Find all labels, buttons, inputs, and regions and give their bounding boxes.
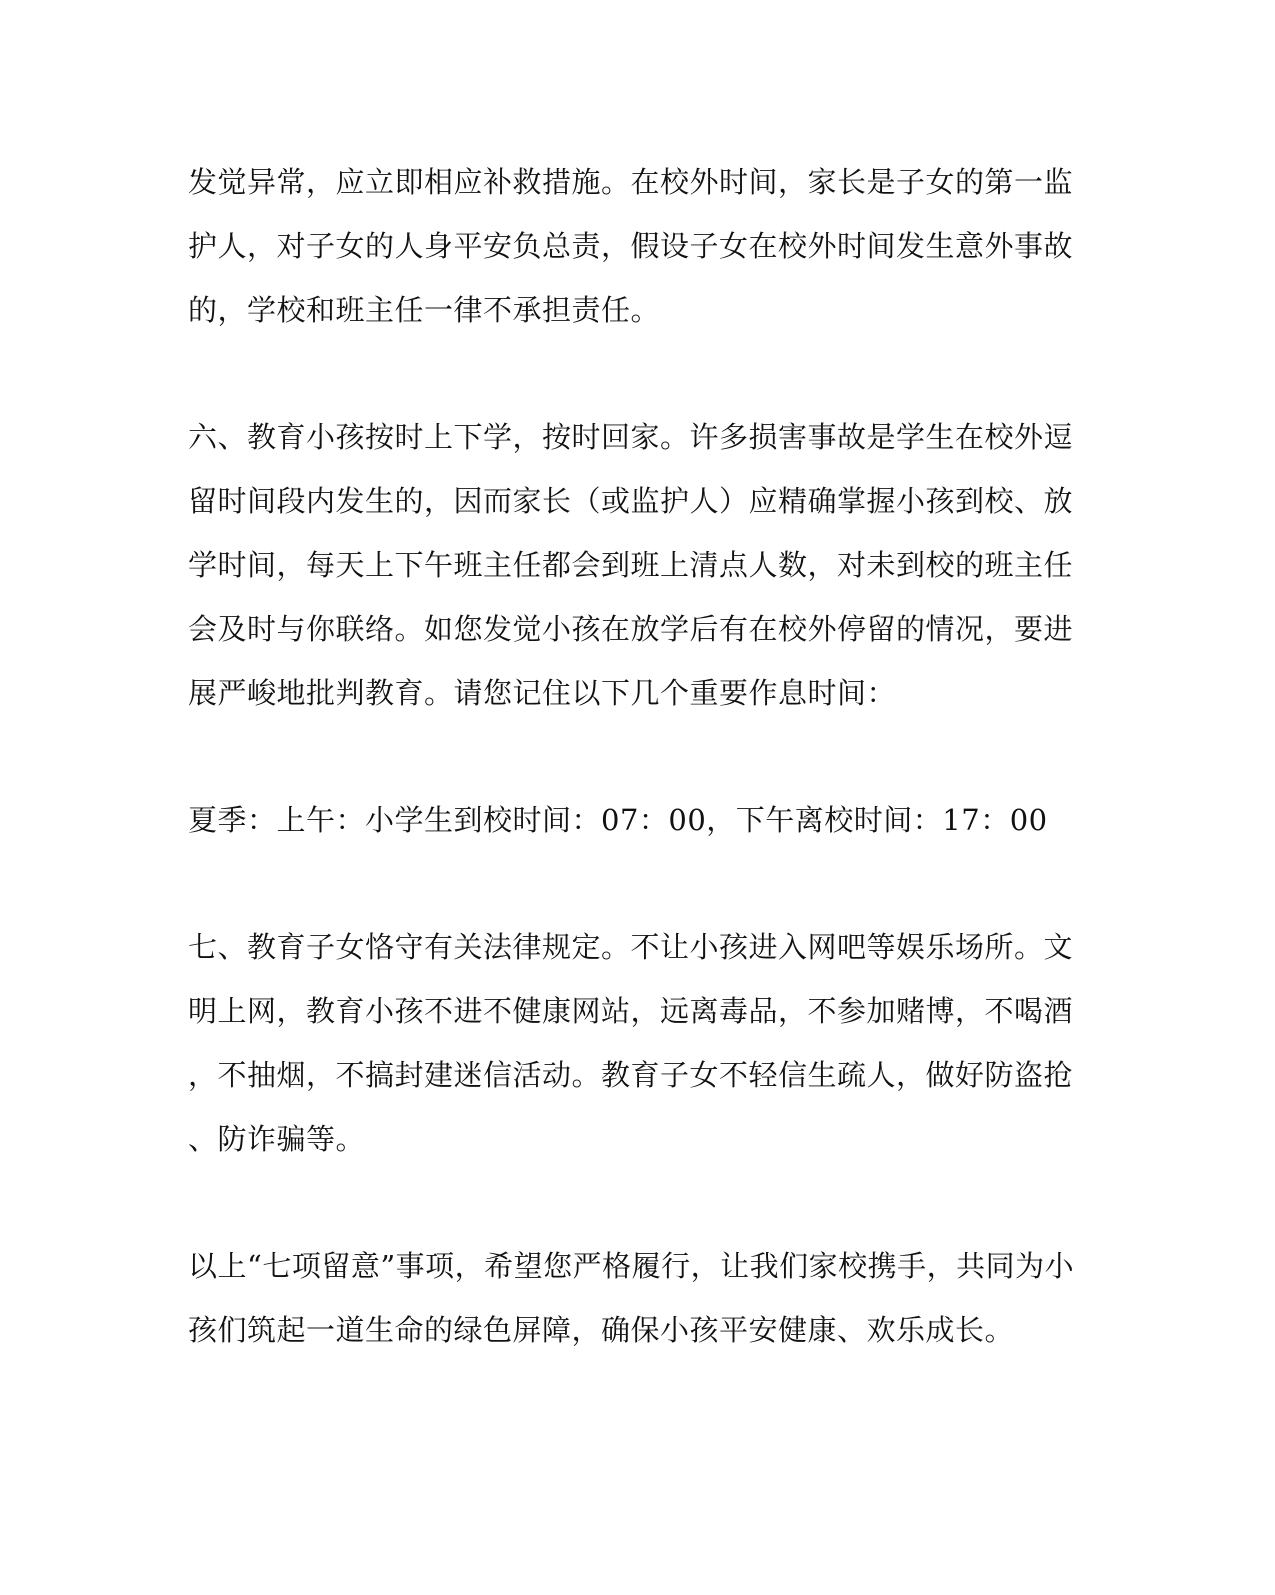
text-line: 孩们筑起一道生命的绿色屏障，确保小孩平安健康、欢乐成长。 [188, 1313, 1015, 1347]
text-line: 明上网，教育小孩不进不健康网站，远离毒品，不参加赌博，不喝酒 [188, 994, 1074, 1028]
text-line: 学时间，每天上下午班主任都会到班上清点人数，对未到校的班主任 [188, 548, 1074, 582]
text-line: 发觉异常，应立即相应补救措施。在校外时间，家长是子女的第一监 [188, 165, 1074, 199]
paragraph-closing [188, 1234, 1075, 1362]
text-line: 会及时与你联络。如您发觉小孩在放学后有在校外停留的情况，要进 [188, 612, 1074, 646]
paragraph-item-seven [188, 915, 1074, 1171]
text-line: 护人，对子女的人身平安负总责，假设子女在校外时间发生意外事故 [188, 229, 1074, 263]
paragraph-spacer [188, 342, 1058, 405]
text-line: 展严峻地批判教育。请您记住以下几个重要作息时间： [188, 676, 897, 710]
paragraph-summer-schedule [188, 788, 1058, 852]
paragraph-spacer [188, 852, 1058, 915]
text-line: 六、教育小孩按时上下学，按时回家。许多损害事故是学生在校外逗 [188, 420, 1074, 454]
paragraph-parent-responsibility [188, 150, 1074, 342]
text-line: 以上“七项留意”事项，希望您严格履行，让我们家校携手，共同为小 [188, 1249, 1075, 1283]
text-line: 、防诈骗等。 [188, 1122, 366, 1156]
document-body [188, 150, 1075, 1362]
text-line: 留时间段内发生的，因而家长（或监护人）应精确掌握小孩到校、放 [188, 484, 1074, 518]
paragraph-spacer [188, 1171, 1058, 1234]
text-line: ，不抽烟，不搞封建迷信活动。教育子女不轻信生疏人，做好防盗抢 [188, 1058, 1074, 1092]
text-line: 夏季：上午：小学生到校时间：07：00，下午离校时间：17：00 [188, 803, 1048, 837]
text-line: 的，学校和班主任一律不承担责任。 [188, 293, 661, 327]
text-line: 七、教育子女恪守有关法律规定。不让小孩进入网吧等娱乐场所。文 [188, 930, 1074, 964]
paragraph-item-six [188, 405, 1074, 725]
paragraph-spacer [188, 725, 1058, 788]
